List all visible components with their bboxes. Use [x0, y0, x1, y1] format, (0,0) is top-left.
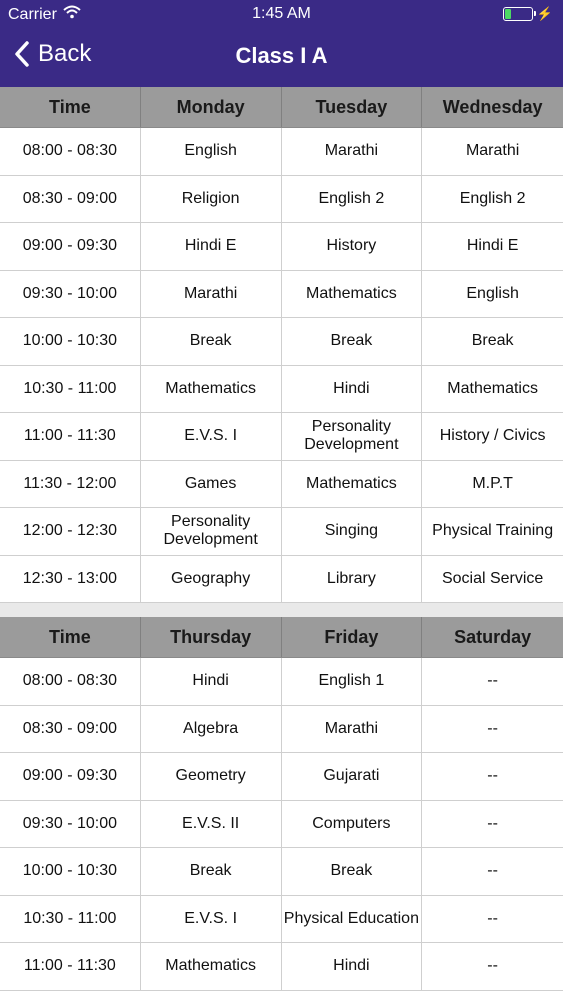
column-header: Monday — [141, 87, 282, 127]
subject-cell: History — [282, 223, 423, 270]
subject-cell: Hindi — [141, 658, 282, 705]
subject-cell: English — [141, 128, 282, 175]
subject-cell: Singing — [282, 508, 423, 555]
table-row — [0, 223, 563, 271]
status-time: 1:45 AM — [252, 5, 311, 22]
time-cell: 11:00 - 11:30 — [0, 943, 141, 990]
subject-cell: Physical Training — [432, 522, 554, 540]
time-cell: 08:00 - 08:30 — [0, 128, 141, 175]
subject-cell: English 1 — [282, 658, 423, 705]
table-row — [0, 801, 563, 849]
subject-cell: Games — [141, 461, 282, 508]
subject-cell: Break — [141, 318, 282, 365]
subject-cell: Physical Education — [282, 896, 423, 943]
subject-cell: -- — [487, 957, 498, 975]
subject-cell: Religion — [141, 176, 282, 223]
table-row — [0, 366, 563, 414]
subject-cell: Mathematics — [141, 366, 282, 413]
table-row — [0, 128, 563, 176]
table-row — [0, 848, 563, 896]
subject-cell: -- — [487, 719, 498, 737]
subject-cell: English 2 — [459, 189, 526, 207]
column-header: Time — [0, 87, 141, 127]
subject-cell: Mathematics — [282, 461, 423, 508]
subject-cell: Marathi — [465, 142, 520, 160]
subject-cell: Personality Development — [141, 508, 282, 555]
subject-cell: Geometry — [141, 753, 282, 800]
subject-cell: Computers — [282, 801, 423, 848]
table-row — [0, 461, 563, 509]
time-cell: 08:30 - 09:00 — [0, 706, 141, 753]
subject-cell: E.V.S. II — [141, 801, 282, 848]
subject-cell: Library — [282, 556, 423, 603]
subject-cell: English — [466, 284, 519, 302]
subject-cell: Break — [282, 318, 423, 365]
subject-cell: English 2 — [282, 176, 423, 223]
time-cell: 10:30 - 11:00 — [0, 896, 141, 943]
time-cell: 08:00 - 08:30 — [0, 658, 141, 705]
column-header: Wednesday — [442, 97, 543, 117]
table-row — [0, 556, 563, 604]
subject-cell: E.V.S. I — [141, 896, 282, 943]
subject-cell: M.P.T — [472, 474, 513, 492]
time-cell: 11:00 - 11:30 — [0, 413, 141, 460]
subject-cell: Mathematics — [282, 271, 423, 318]
subject-cell: E.V.S. I — [141, 413, 282, 460]
battery-indicator — [503, 6, 553, 22]
subject-cell: Algebra — [141, 706, 282, 753]
column-header: Friday — [282, 617, 423, 657]
subject-cell: Break — [282, 848, 423, 895]
subject-cell: Mathematics — [141, 943, 282, 990]
table-header-row — [0, 617, 563, 658]
subject-cell: Hindi — [282, 366, 423, 413]
table-row — [0, 318, 563, 366]
subject-cell: Geography — [141, 556, 282, 603]
subject-cell: Marathi — [141, 271, 282, 318]
subject-cell: Hindi E — [466, 237, 519, 255]
charging-bolt-icon: ⚡ — [536, 6, 553, 21]
column-header: Time — [0, 617, 141, 657]
table-row — [0, 413, 563, 461]
table-row — [0, 658, 563, 706]
subject-cell: Break — [471, 332, 514, 350]
subject-cell: -- — [487, 767, 498, 785]
subject-cell: Marathi — [282, 128, 423, 175]
time-cell: 09:30 - 10:00 — [0, 801, 141, 848]
page-title: Class I A — [235, 43, 328, 68]
time-cell: 10:30 - 11:00 — [0, 366, 141, 413]
table-row — [0, 706, 563, 754]
time-cell: 10:00 - 10:30 — [0, 848, 141, 895]
status-bar — [0, 0, 563, 28]
time-cell: 09:00 - 09:30 — [0, 223, 141, 270]
subject-cell: History / Civics — [439, 427, 546, 445]
time-cell: 09:30 - 10:00 — [0, 271, 141, 318]
battery-icon — [503, 7, 533, 21]
table-row — [0, 896, 563, 944]
table-header-row — [0, 87, 563, 128]
section-separator — [0, 603, 563, 617]
subject-cell: Hindi — [282, 943, 423, 990]
time-cell: 11:30 - 12:00 — [0, 461, 141, 508]
back-label: Back — [38, 40, 92, 67]
time-cell: 09:00 - 09:30 — [0, 753, 141, 800]
time-cell: 08:30 - 09:00 — [0, 176, 141, 223]
subject-cell: Personality Development — [282, 413, 423, 460]
subject-cell: Mathematics — [447, 379, 538, 397]
table-row — [0, 943, 563, 991]
subject-cell: Hindi E — [141, 223, 282, 270]
table-row — [0, 176, 563, 224]
table-row — [0, 508, 563, 556]
carrier-label: Carrier — [8, 5, 57, 23]
table-row — [0, 271, 563, 319]
subject-cell: -- — [487, 862, 498, 880]
subject-cell: -- — [487, 909, 498, 927]
timetable-thu-sat — [0, 617, 563, 991]
subject-cell: Marathi — [282, 706, 423, 753]
subject-cell: Gujarati — [282, 753, 423, 800]
nav-bar — [0, 28, 563, 87]
table-row — [0, 753, 563, 801]
time-cell: 12:30 - 13:00 — [0, 556, 141, 603]
subject-cell: -- — [487, 672, 498, 690]
subject-cell: Social Service — [441, 569, 544, 587]
timetable-mon-wed — [0, 87, 563, 603]
column-header: Tuesday — [282, 87, 423, 127]
column-header: Thursday — [141, 617, 282, 657]
subject-cell: -- — [487, 814, 498, 832]
subject-cell: Break — [141, 848, 282, 895]
column-header: Saturday — [454, 627, 532, 647]
time-cell: 10:00 - 10:30 — [0, 318, 141, 365]
time-cell: 12:00 - 12:30 — [0, 508, 141, 555]
